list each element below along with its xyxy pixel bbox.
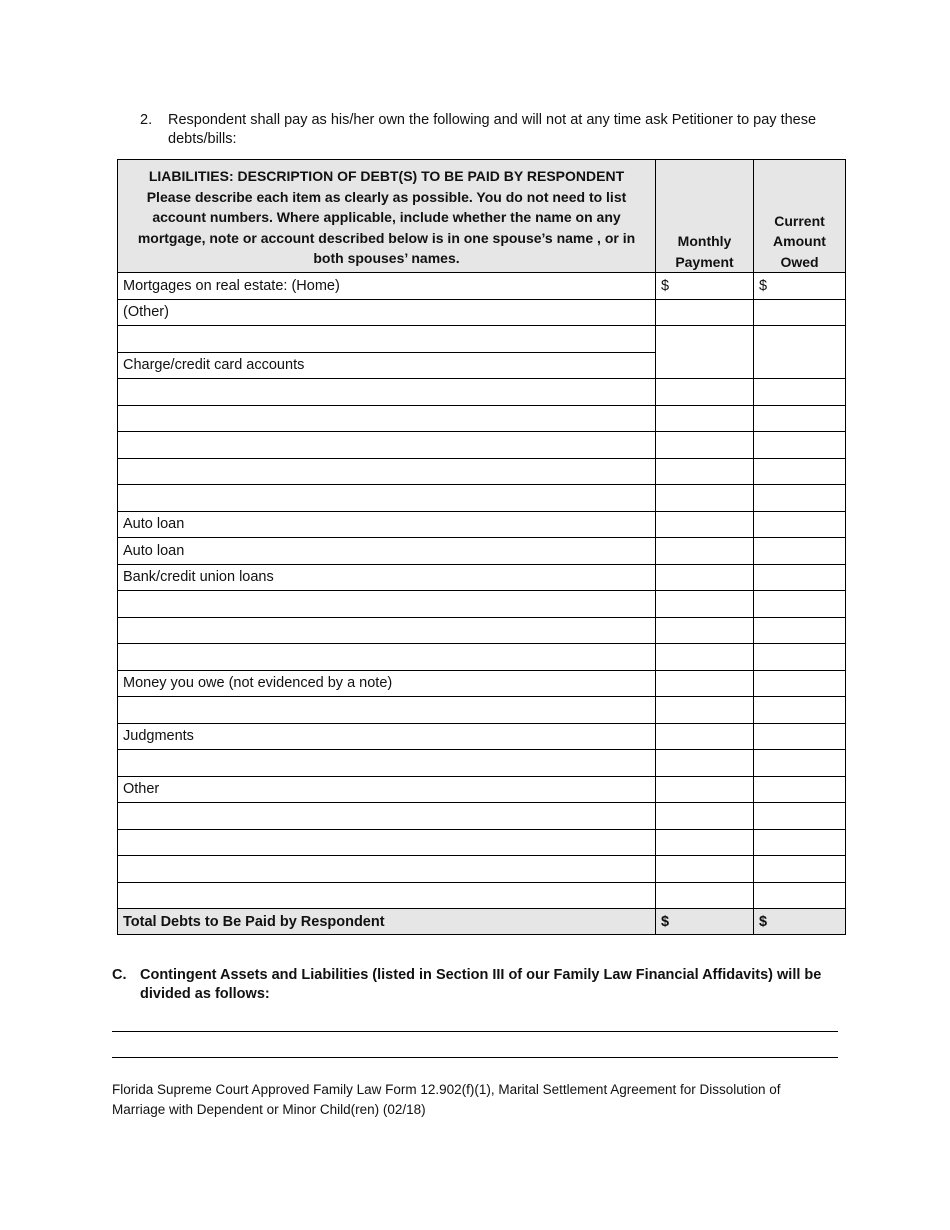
row-monthly[interactable] bbox=[656, 776, 754, 803]
row-label[interactable]: (Other) bbox=[118, 299, 656, 326]
row-monthly[interactable] bbox=[656, 829, 754, 856]
row-owed[interactable] bbox=[754, 617, 846, 644]
row-owed[interactable] bbox=[754, 511, 846, 538]
total-owed[interactable]: $ bbox=[754, 909, 846, 935]
table-row bbox=[118, 485, 846, 512]
row-owed[interactable] bbox=[754, 485, 846, 512]
row-owed[interactable]: $ bbox=[754, 273, 846, 300]
row-monthly[interactable] bbox=[656, 617, 754, 644]
row-monthly[interactable]: $ bbox=[656, 273, 754, 300]
row-owed[interactable] bbox=[754, 856, 846, 883]
row-owed[interactable] bbox=[754, 326, 846, 379]
row-label[interactable] bbox=[118, 458, 656, 485]
row-label[interactable] bbox=[118, 405, 656, 432]
row-owed[interactable] bbox=[754, 697, 846, 724]
table-row bbox=[118, 564, 846, 591]
row-label[interactable] bbox=[118, 750, 656, 777]
row-label[interactable]: Other bbox=[118, 776, 656, 803]
row-monthly[interactable] bbox=[656, 432, 754, 459]
table-row bbox=[118, 326, 846, 353]
row-label[interactable]: Auto loan bbox=[118, 538, 656, 565]
liabilities-table bbox=[117, 159, 846, 935]
table-row bbox=[118, 829, 846, 856]
liabilities-title: LIABILITIES: DESCRIPTION OF DEBT(S) TO BE PAID BY RESPONDENT bbox=[148, 168, 625, 184]
row-label[interactable] bbox=[118, 644, 656, 671]
current-amount-owed-header: Current Amount Owed bbox=[754, 160, 846, 273]
row-monthly[interactable] bbox=[656, 405, 754, 432]
item-2-text: Respondent shall pay as his/her own the following and will not at any time ask Petitioner to pay these debts/bills: bbox=[168, 112, 817, 147]
row-monthly[interactable] bbox=[656, 644, 754, 671]
row-monthly[interactable] bbox=[656, 564, 754, 591]
table-row bbox=[118, 405, 846, 432]
row-owed[interactable] bbox=[754, 564, 846, 591]
row-owed[interactable] bbox=[754, 432, 846, 459]
row-owed[interactable] bbox=[754, 670, 846, 697]
row-label[interactable]: Charge/credit card accounts bbox=[118, 352, 656, 379]
table-row bbox=[118, 432, 846, 459]
row-owed[interactable] bbox=[754, 829, 846, 856]
row-monthly[interactable] bbox=[656, 670, 754, 697]
fill-in-line-2[interactable] bbox=[112, 1057, 838, 1058]
row-label[interactable] bbox=[118, 485, 656, 512]
total-label: Total Debts to Be Paid by Respondent bbox=[118, 909, 656, 935]
section-c-label: C. bbox=[112, 967, 127, 983]
row-label[interactable]: Bank/credit union loans bbox=[118, 564, 656, 591]
row-owed[interactable] bbox=[754, 538, 846, 565]
row-owed[interactable] bbox=[754, 803, 846, 830]
table-row bbox=[118, 299, 846, 326]
table-row bbox=[118, 750, 846, 777]
row-monthly[interactable] bbox=[656, 591, 754, 618]
form-footer: Florida Supreme Court Approved Family Law Form 12.902(f)(1), Marital Settlement Agreement for Dissolution of Marriage with Dependent or Minor Child(ren) (02/18) bbox=[112, 1082, 781, 1117]
row-owed[interactable] bbox=[754, 379, 846, 406]
row-label[interactable] bbox=[118, 591, 656, 618]
row-owed[interactable] bbox=[754, 882, 846, 909]
table-row bbox=[118, 644, 846, 671]
row-label[interactable] bbox=[118, 326, 656, 353]
row-monthly[interactable] bbox=[656, 750, 754, 777]
liabilities-instructions: Please describe each item as clearly as possible. You do not need to list account numbers. Where applicable, include whether the name on any mortgage, note or account described below is in one spouse’s name , or in both spouses’ names. bbox=[137, 188, 636, 266]
fill-in-line-1[interactable] bbox=[112, 1031, 838, 1032]
description-header bbox=[118, 160, 656, 273]
row-owed[interactable] bbox=[754, 458, 846, 485]
total-row bbox=[118, 909, 846, 935]
table-row bbox=[118, 697, 846, 724]
row-label[interactable] bbox=[118, 432, 656, 459]
table-header-row bbox=[118, 160, 846, 273]
row-label[interactable]: Judgments bbox=[118, 723, 656, 750]
row-monthly[interactable] bbox=[656, 379, 754, 406]
table-row bbox=[118, 458, 846, 485]
row-monthly[interactable] bbox=[656, 882, 754, 909]
row-monthly[interactable] bbox=[656, 723, 754, 750]
table-row bbox=[118, 670, 846, 697]
row-label[interactable]: Money you owe (not evidenced by a note) bbox=[118, 670, 656, 697]
monthly-payment-header: Monthly Payment bbox=[656, 160, 754, 273]
section-c-text: Contingent Assets and Liabilities (listed in Section III of our Family Law Financial Affidavits) will be divided as follows: bbox=[140, 967, 822, 1002]
row-owed[interactable] bbox=[754, 405, 846, 432]
table-row bbox=[118, 803, 846, 830]
row-label[interactable] bbox=[118, 856, 656, 883]
table-row bbox=[118, 882, 846, 909]
row-owed[interactable] bbox=[754, 644, 846, 671]
row-label[interactable] bbox=[118, 697, 656, 724]
row-label[interactable] bbox=[118, 803, 656, 830]
row-monthly[interactable] bbox=[656, 697, 754, 724]
row-owed[interactable] bbox=[754, 776, 846, 803]
table-row bbox=[118, 617, 846, 644]
row-monthly[interactable] bbox=[656, 299, 754, 326]
row-label[interactable] bbox=[118, 882, 656, 909]
row-owed[interactable] bbox=[754, 750, 846, 777]
row-monthly[interactable] bbox=[656, 511, 754, 538]
row-monthly[interactable] bbox=[656, 485, 754, 512]
row-monthly[interactable] bbox=[656, 856, 754, 883]
row-label[interactable] bbox=[118, 379, 656, 406]
row-owed[interactable] bbox=[754, 723, 846, 750]
total-monthly[interactable]: $ bbox=[656, 909, 754, 935]
row-monthly[interactable] bbox=[656, 326, 754, 379]
row-label[interactable] bbox=[118, 617, 656, 644]
row-label[interactable] bbox=[118, 829, 656, 856]
row-label[interactable]: Mortgages on real estate: (Home) bbox=[118, 273, 656, 300]
table-row bbox=[118, 379, 846, 406]
row-owed[interactable] bbox=[754, 299, 846, 326]
row-monthly[interactable] bbox=[656, 538, 754, 565]
row-monthly[interactable] bbox=[656, 458, 754, 485]
row-owed[interactable] bbox=[754, 591, 846, 618]
table-row bbox=[118, 723, 846, 750]
table-row bbox=[118, 273, 846, 300]
table-row bbox=[118, 538, 846, 565]
table-row bbox=[118, 591, 846, 618]
item-2-number: 2. bbox=[140, 112, 153, 128]
table-row bbox=[118, 776, 846, 803]
table-row bbox=[118, 511, 846, 538]
table-row bbox=[118, 856, 846, 883]
row-monthly[interactable] bbox=[656, 803, 754, 830]
row-label[interactable]: Auto loan bbox=[118, 511, 656, 538]
